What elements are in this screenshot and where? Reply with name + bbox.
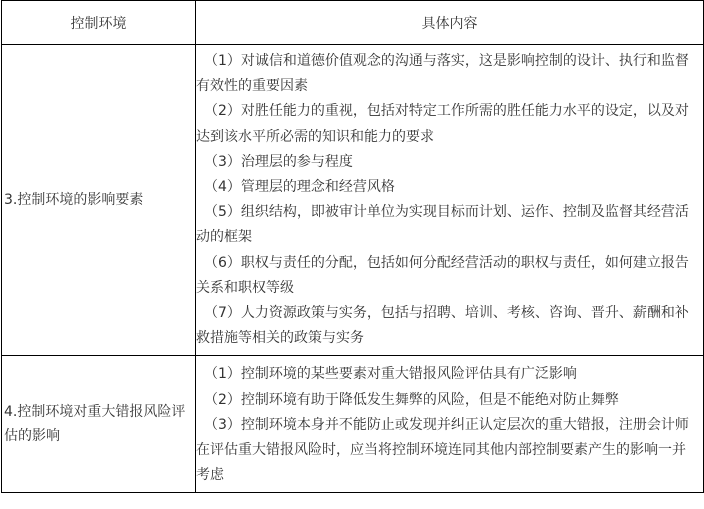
control-environment-table	[1, 0, 704, 493]
table-row	[2, 45, 704, 356]
factor-cell: 4.控制环境对重大错报风险评估的影响	[2, 356, 196, 493]
list-item: （7）人力资源政策与实务，包括与招聘、培训、考核、咨询、晋升、薪酬和补救措施等相关的政策与实务	[196, 305, 689, 347]
list-item: （1）对诚信和道德价值观念的沟通与落实，这是影响控制的设计、执行和监督有效性的重要因素	[196, 53, 689, 95]
list-item: （2）控制环境有助于降低发生舞弊的风险，但是不能绝对防止舞弊	[204, 391, 619, 408]
list-item: （3）治理层的参与程度	[204, 153, 353, 170]
header-control-environment: 控制环境	[2, 1, 196, 45]
content-cell	[196, 45, 704, 356]
header-row	[2, 1, 704, 45]
list-item: （1）控制环境的某些要素对重大错报风险评估具有广泛影响	[204, 366, 577, 383]
table-row	[2, 356, 704, 493]
list-item: （6）职权与责任的分配，包括如何分配经营活动的职权与责任，如何建立报告关系和职权等级	[196, 254, 689, 296]
header-specific-content: 具体内容	[196, 1, 704, 45]
list-item: （3）控制环境本身并不能防止或发现并纠正认定层次的重大错报，注册会计师在评估重大错报风险时，应当将控制环境连同其他内部控制要素产生的影响一并考虑	[196, 416, 689, 484]
list-item: （4）管理层的理念和经营风格	[204, 179, 395, 196]
list-item: （5）组织结构，即被审计单位为实现目标而计划、运作、控制及监督其经营活动的框架	[196, 204, 689, 246]
factor-cell: 3.控制环境的影响要素	[2, 45, 196, 356]
list-item: （2）对胜任能力的重视，包括对特定工作所需的胜任能力水平的设定，以及对达到该水平所必需的知识和能力的要求	[196, 103, 689, 145]
content-cell	[196, 356, 704, 493]
